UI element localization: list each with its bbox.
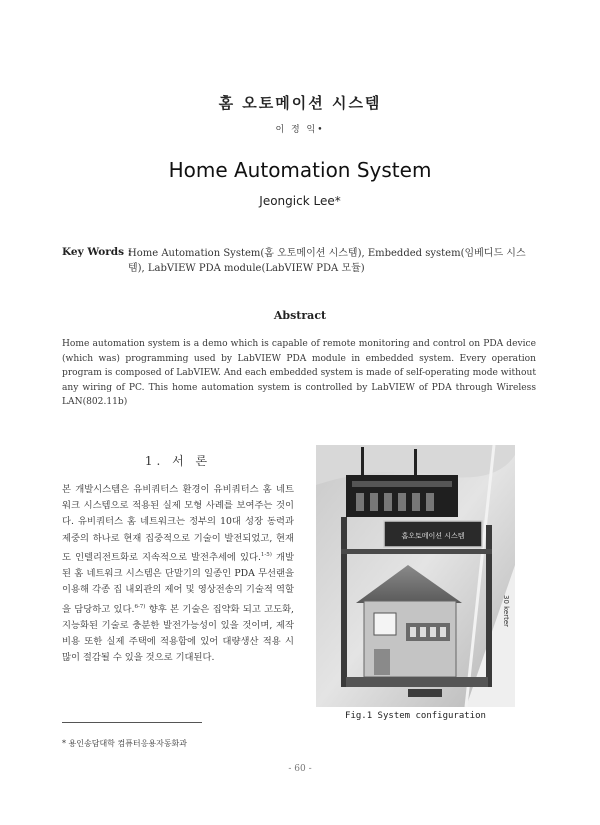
- footnote-divider: [62, 722, 202, 723]
- paper-title-english: Home Automation System: [168, 158, 432, 182]
- author-korean: 이 정 익•: [275, 125, 325, 135]
- paper-title-korean: 홈 오토메이션 시스템: [218, 94, 382, 112]
- abstract-heading: Abstract: [273, 309, 327, 322]
- citation-2: 6-7): [134, 603, 146, 610]
- introduction-text-part-3: 향후 본 기술은 집약화 되고 고도화, 지능화된 기술로 충분한 발전가능성이 있을 것이며, 제작비용 또한 실제 주택에 적용함에 있어 대량생산 적용 시 많이 절감될 수 있을 것으로 기대된다.: [62, 603, 295, 664]
- introduction-text-part-2: 개발된 홈 네트워크 시스템은 단말기의 일종인 PDA 무선랜을 이용해 각종 집 내외관의 제어 및 영상전송의 기술적 역할을 담당하고 있다.: [62, 551, 294, 615]
- footnote-affiliation: * 용인송담대학 컴퓨터응용자동화과: [62, 739, 188, 748]
- keywords-text: Home Automation System(홈 오토메이션 시스템), Embedded system(임베디드 시스템), LabVIEW PDA module(LabVIEW PDA 모듈): [128, 248, 526, 274]
- section-heading-introduction: 1. 서 론: [144, 454, 212, 468]
- photo-screen-label: 홈오토메이션 시스템: [401, 532, 465, 540]
- page-number: - 60 -: [288, 764, 312, 774]
- introduction-text-part-1: 본 개발시스템은 유비쿼터스 환경이 유비쿼터스 홈 네트워크 시스템으로 적용된 실제 모형 사례를 보여주는 것이다. 유비쿼터스 홈 네트워크는 정부의 10대 성장 동력과제중의 하나로 현재 집중적으로 기술이 발전되었고, 현재도 인텔리전트화로 지속적으로 발전추세에 있다.: [62, 484, 294, 563]
- citation-1: 1-5): [260, 551, 272, 558]
- author-english: Jeongick Lee*: [259, 194, 341, 208]
- introduction-paragraph: [62, 482, 294, 666]
- figure-caption: Fig.1 System configuration: [345, 711, 486, 721]
- keywords-label: Key Words :: [62, 246, 132, 258]
- system-photo: [316, 445, 515, 707]
- photo-side-label: 30 kerter: [502, 595, 510, 628]
- abstract-text: Home automation system is a demo which is capable of remote monitoring and control on PDA device (which was) programming used by LabVIEW PDA module in embedded system. Every operation program is composed of LabVIEW. And each embedded system is made of self-operating mode without any wiring of PC. This home automation system is controlled by LabVIEW of PDA through Wireless LAN(802.11b): [62, 339, 536, 408]
- system-photo-figure: [316, 445, 515, 707]
